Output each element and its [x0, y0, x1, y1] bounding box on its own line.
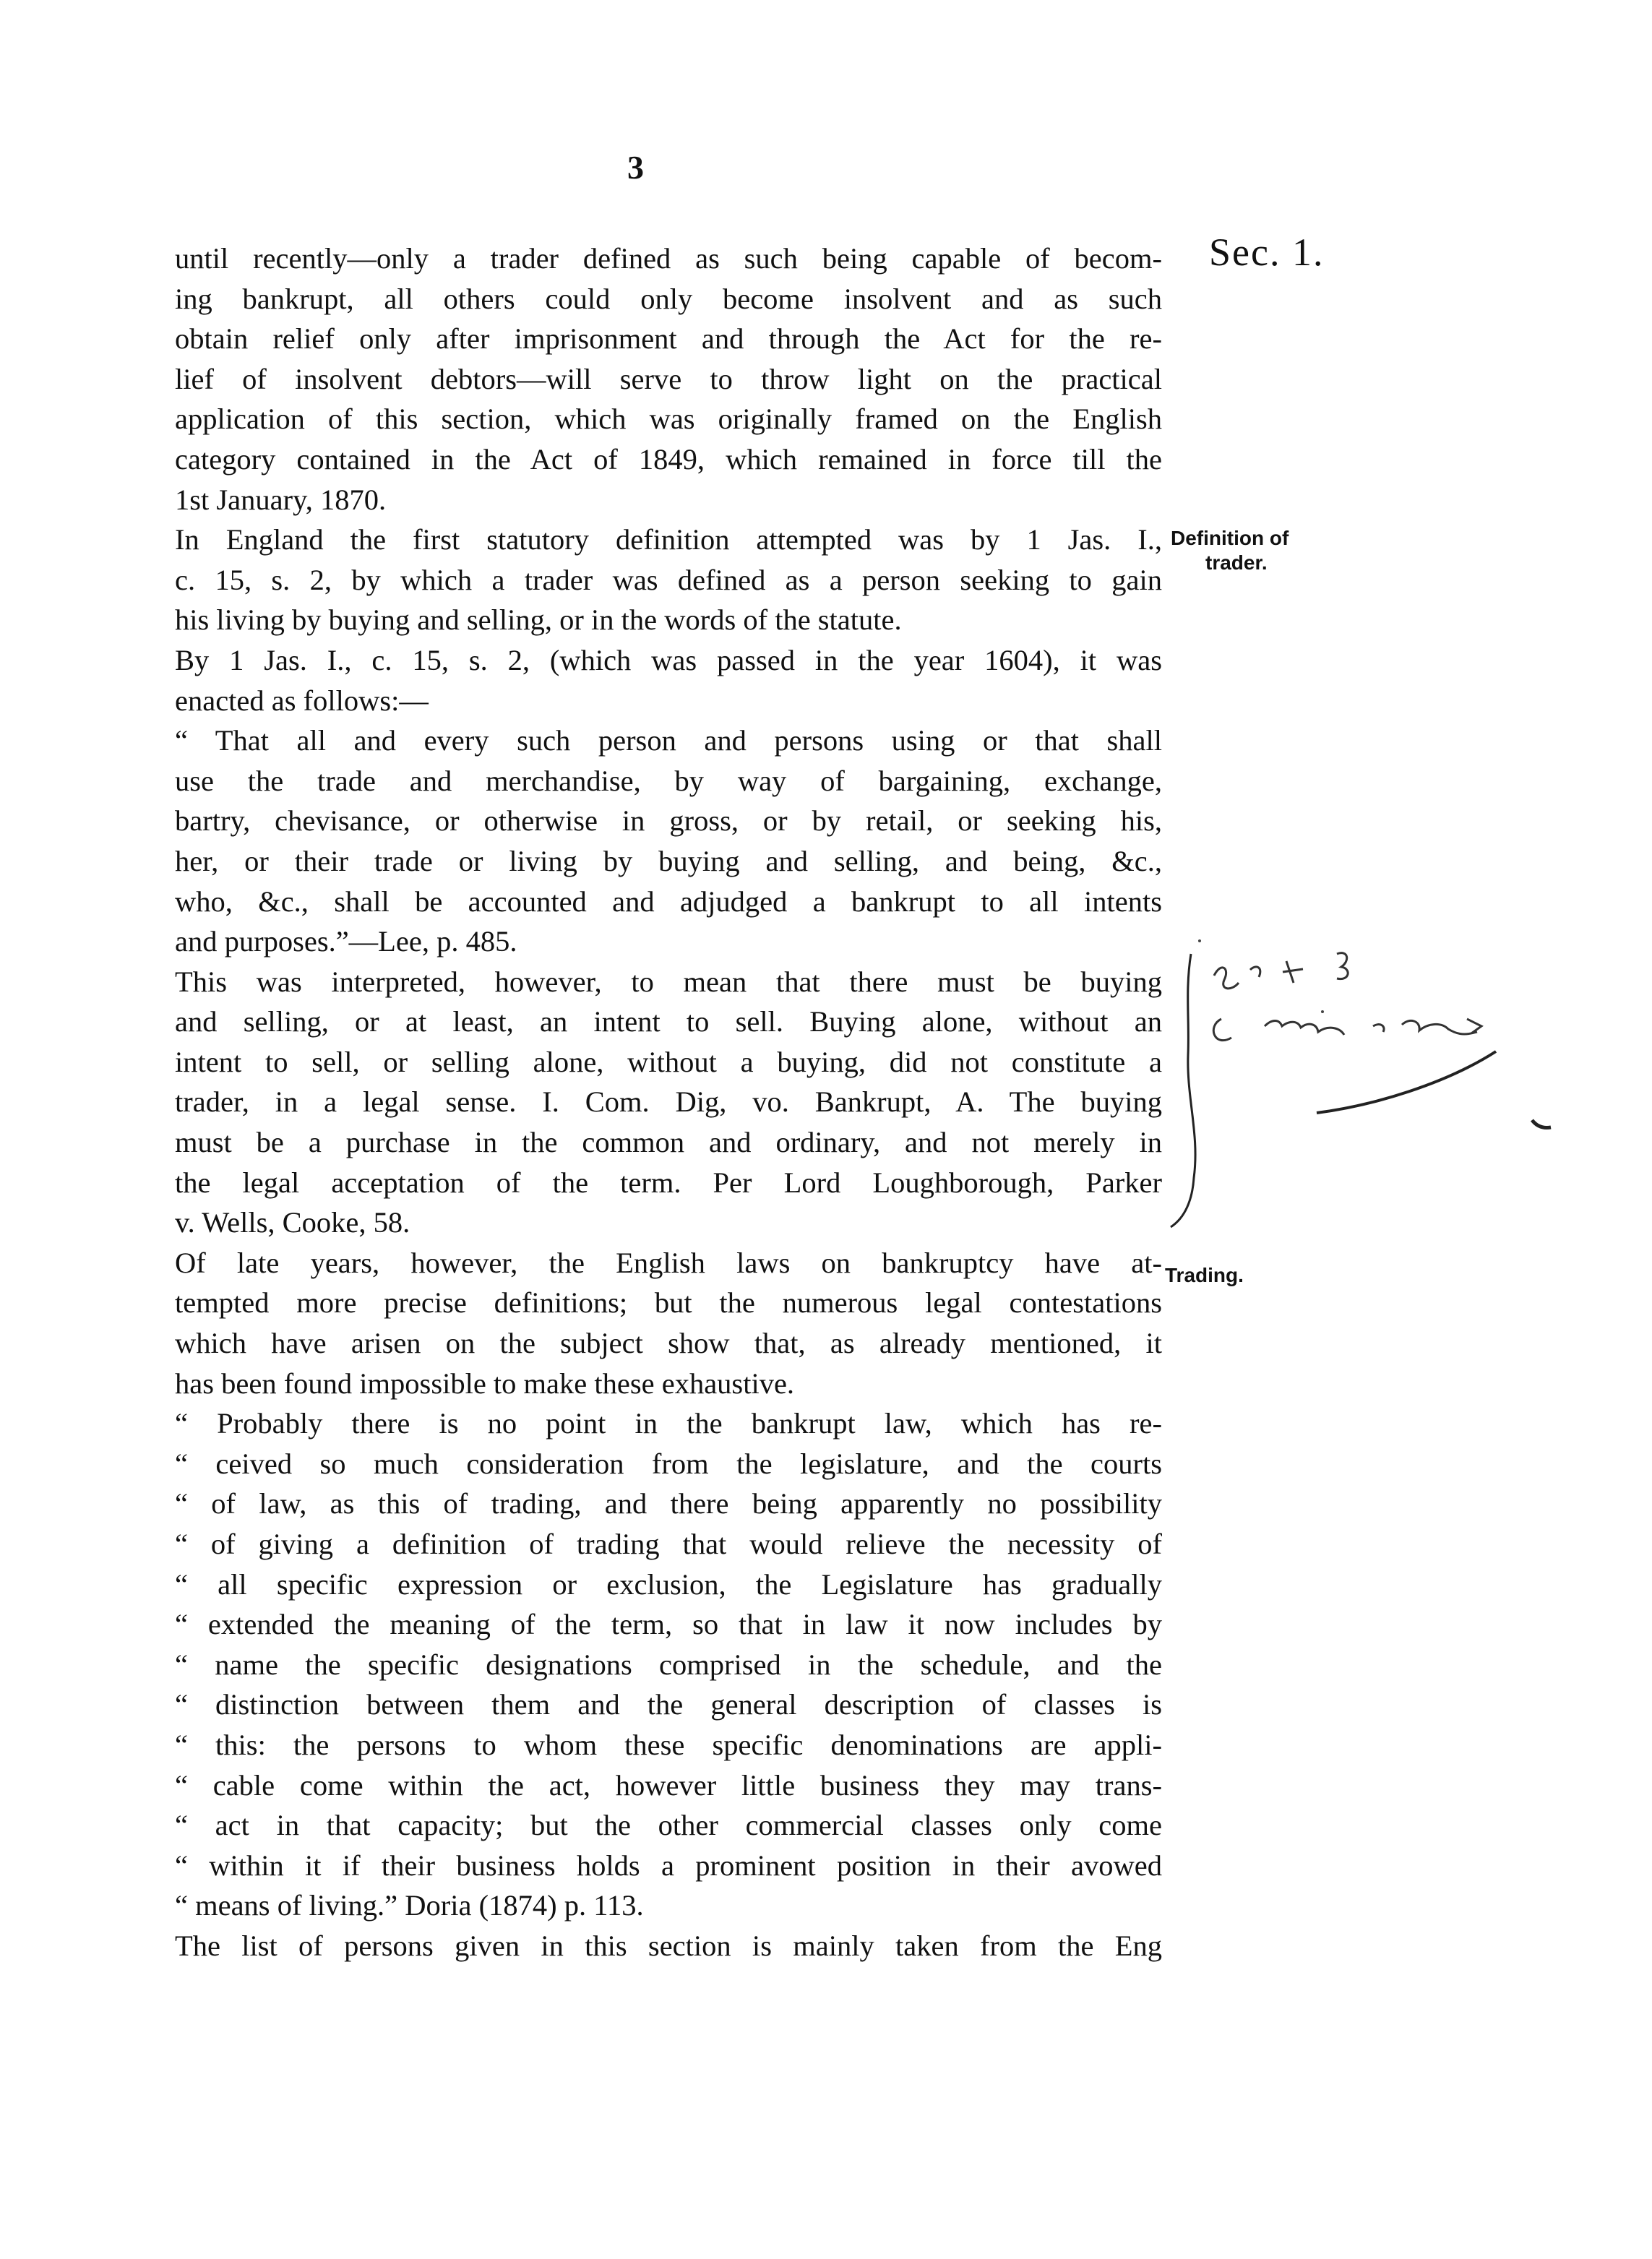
text-line: Of late years, however, the English laws on bankruptcy have at-	[175, 1246, 1162, 1279]
text-line: until recently—only a trader defined as such being capable of becom-	[175, 242, 1162, 275]
margin-note-definition-line1: Definition of	[1171, 527, 1289, 549]
text-line: who, &c., shall be accounted and adjudged a bankrupt to all intents	[175, 885, 1162, 918]
text-line: v. Wells, Cooke, 58.	[175, 1206, 410, 1239]
text-line: intent to sell, or selling alone, without a buying, did not constitute a	[175, 1045, 1162, 1078]
text-line: “ Probably there is no point in the bankrupt law, which has re-	[175, 1407, 1162, 1440]
text-line: tempted more precise definitions; but the numerous legal contestations	[175, 1286, 1162, 1320]
handwritten-bracket	[1171, 954, 1195, 1227]
text-line: obtain relief only after imprisonment and through the Act for the re-	[175, 322, 1162, 356]
text-line: “ extended the meaning of the term, so that in law it now includes by	[175, 1608, 1162, 1641]
text-line: ing bankrupt, all others could only become insolvent and as such	[175, 282, 1162, 315]
text-line: bartry, chevisance, or otherwise in gross, or by retail, or seeking his,	[175, 804, 1162, 838]
text-line: lief of insolvent debtors—will serve to throw light on the practical	[175, 362, 1162, 395]
text-line: and purposes.”—Lee, p. 485.	[175, 925, 517, 958]
text-line: which have arisen on the subject show that, as already mentioned, it	[175, 1327, 1162, 1360]
text-line: “ That all and every such person and persons using or that shall	[175, 724, 1162, 757]
text-line: category contained in the Act of 1849, which remained in force till the	[175, 442, 1162, 476]
margin-note-definition	[1171, 526, 1289, 575]
text-line: “ act in that capacity; but the other commercial classes only come	[175, 1809, 1162, 1842]
text-line: c. 15, s. 2, by which a trader was defined as a person seeking to gain	[175, 563, 1162, 596]
text-line: “ within it if their business holds a prominent position in their avowed	[175, 1849, 1162, 1882]
text-line: her, or their trade or living by buying and selling, and being, &c.,	[175, 844, 1162, 877]
text-line: has been found impossible to make these exhaustive.	[175, 1367, 795, 1400]
text-line: use the trade and merchandise, by way of bargaining, exchange,	[175, 764, 1162, 797]
text-line: This was interpreted, however, to mean that there must be buying	[175, 965, 1162, 998]
text-line: application of this section, which was originally framed on the English	[175, 403, 1162, 436]
text-line: “ all specific expression or exclusion, the Legislature has gradually	[175, 1567, 1162, 1601]
text-line: “ this: the persons to whom these specific denominations are appli-	[175, 1728, 1162, 1761]
margin-note-definition-line2: trader.	[1205, 551, 1268, 574]
text-line: his living by buying and selling, or in the words of the statute.	[175, 603, 902, 637]
text-line: 1st January, 1870.	[175, 483, 387, 516]
section-heading: Sec. 1.	[1209, 231, 1325, 274]
text-line: trader, in a legal sense. I. Com. Dig, vo. Bankrupt, A. The buying	[175, 1085, 1162, 1119]
body-text	[175, 238, 1162, 1966]
handwritten-scribble-2	[1213, 1019, 1481, 1041]
text-line: “ of law, as this of trading, and there being apparently no possibility	[175, 1487, 1162, 1520]
text-line: “ ceived so much consideration from the legislature, and the courts	[175, 1447, 1162, 1480]
page-number: 3	[627, 149, 645, 186]
text-line: the legal acceptation of the term. Per Lord Loughborough, Parker	[175, 1166, 1162, 1199]
text-line: “ cable come within the act, however little business they may trans-	[175, 1768, 1162, 1802]
handwritten-scribble-1	[1214, 953, 1348, 989]
handwritten-sweep	[1317, 1051, 1496, 1113]
text-line: “ distinction between them and the general description of classes is	[175, 1688, 1162, 1721]
handwritten-annotation	[1156, 932, 1590, 1243]
text-line: In England the first statutory definition attempted was by 1 Jas. I.,	[175, 523, 1162, 556]
text-line: By 1 Jas. I., c. 15, s. 2, (which was passed in the year 1604), it was	[175, 643, 1162, 676]
text-line: must be a purchase in the common and ordinary, and not merely in	[175, 1126, 1162, 1159]
margin-note-trading: Trading.	[1165, 1264, 1244, 1286]
text-line: The list of persons given in this section is mainly taken from the Eng	[175, 1929, 1162, 1962]
text-line: “ means of living.” Doria (1874) p. 113.	[175, 1889, 644, 1922]
handwritten-tick	[1532, 1120, 1551, 1128]
text-line: and selling, or at least, an intent to sell. Buying alone, without an	[175, 1005, 1162, 1038]
text-line: enacted as follows:—	[175, 684, 429, 717]
text-line: “ of giving a definition of trading that would relieve the necessity of	[175, 1528, 1162, 1560]
text-line: “ name the specific designations comprised in the schedule, and the	[175, 1648, 1162, 1681]
